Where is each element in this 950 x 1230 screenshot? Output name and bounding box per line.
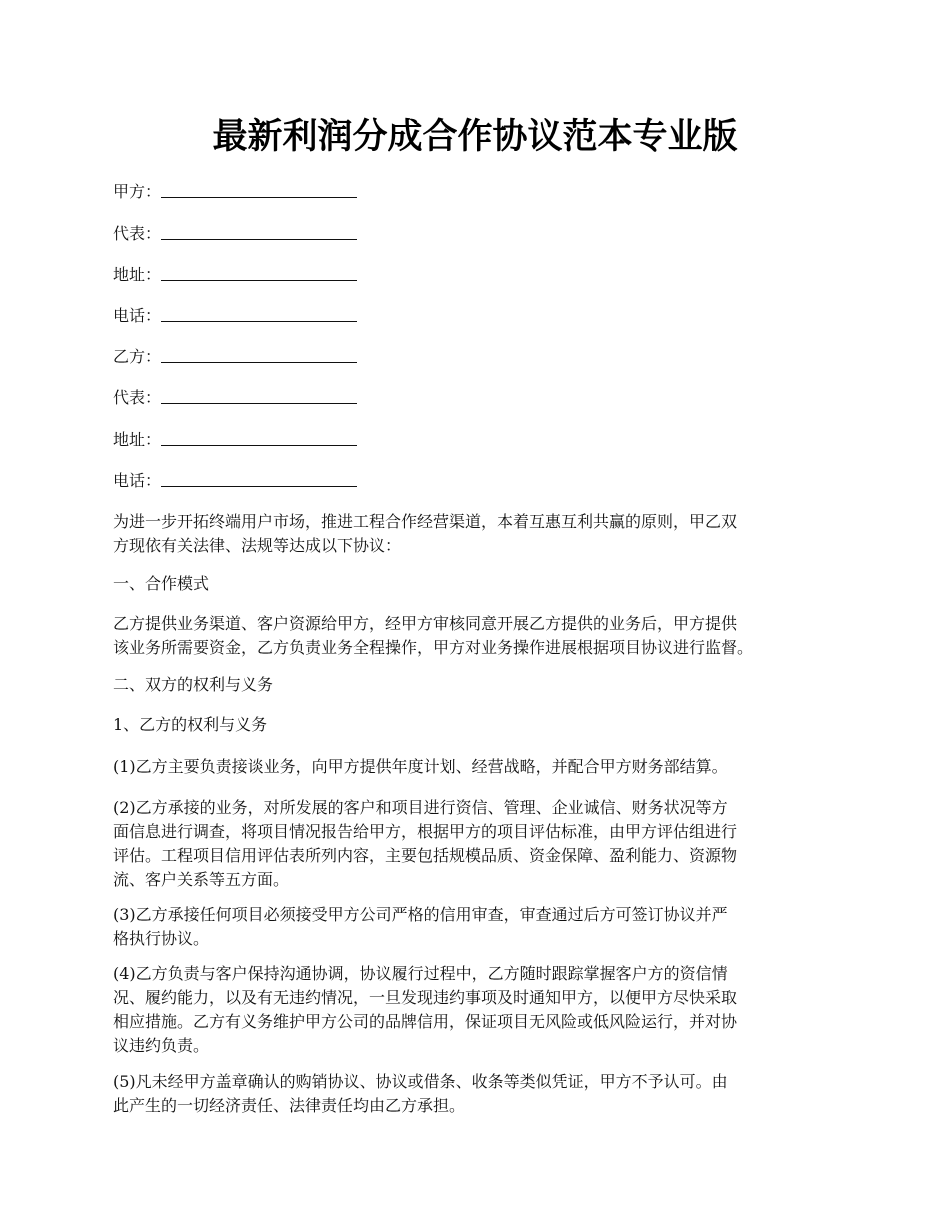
section-heading-cooperation-mode: 一、合作模式: [113, 574, 210, 593]
party-b-representative-blank[interactable]: [161, 386, 357, 404]
document-title: 最新利润分成合作协议范本专业版: [212, 117, 738, 157]
party-b-address-blank[interactable]: [161, 428, 357, 446]
party-a-address-field: [113, 263, 357, 287]
party-a-address-label: 地址：: [113, 265, 162, 284]
intro-paragraph: 为进一步开拓终端用户市场，推进工程合作经营渠道，本着互惠互利共赢的原则，甲乙双 方现依有关法律、法规等达成以下协议：: [113, 512, 738, 555]
party-b-label: 乙方：: [113, 347, 162, 366]
subsection-heading-party-b: 1、乙方的权利与义务: [113, 715, 268, 734]
party-a-phone-label: 电话：: [113, 306, 162, 325]
party-a-representative-field: [113, 222, 357, 246]
party-b-representative-field: [113, 386, 357, 410]
party-b-phone-label: 电话：: [113, 471, 162, 490]
clause-4: (4)乙方负责与客户保持沟通协调，协议履行过程中，乙方随时跟踪掌握客户方的资信情 况、履约能力，以及有无违约情况，一旦发现违约事项及时通知甲方，以便甲方尽快采取 相应措施。乙方有义务维护甲方公司的品牌信用，保证项目无风险或低风险运行，并对协 议违约负责。: [113, 964, 738, 1055]
party-b-address-field: [113, 428, 357, 452]
party-a-representative-blank[interactable]: [161, 222, 357, 240]
party-a-address-blank[interactable]: [161, 263, 357, 281]
party-b-phone-blank[interactable]: [161, 469, 357, 487]
party-a-label: 甲方：: [113, 182, 162, 201]
cooperation-mode-paragraph: 乙方提供业务渠道、客户资源给甲方，经甲方审核同意开展乙方提供的业务后，甲方提供 该业务所需要资金，乙方负责业务全程操作，甲方对业务操作进展根据项目协议进行监督。: [113, 614, 754, 657]
party-a-representative-label: 代表：: [113, 224, 162, 243]
clause-1: (1)乙方主要负责接谈业务，向甲方提供年度计划、经营战略，并配合甲方财务部结算。: [113, 757, 728, 776]
party-a-phone-blank[interactable]: [161, 304, 357, 322]
party-b-representative-label: 代表：: [113, 388, 162, 407]
party-a-phone-field: [113, 304, 357, 328]
clause-2: (2)乙方承接的业务，对所发展的客户和项目进行资信、管理、企业诚信、财务状况等方 面信息进行调查，将项目情况报告给甲方，根据甲方的项目评估标准，由甲方评估组进行 评估。工程项目信用评估表所列内容，主要包括规模品质、资金保障、盈利能力、资源物 流、客户关系等五方面。: [113, 798, 738, 889]
party-b-address-label: 地址：: [113, 430, 162, 449]
party-a-blank[interactable]: [161, 180, 357, 198]
section-heading-rights-obligations: 二、双方的权利与义务: [113, 675, 274, 694]
clause-5: (5)凡未经甲方盖章确认的购销协议、协议或借条、收条等类似凭证，甲方不予认可。由 此产生的一切经济责任、法律责任均由乙方承担。: [113, 1072, 728, 1115]
clause-3: (3)乙方承接任何项目必须接受甲方公司严格的信用审查，审查通过后方可签订协议并严 格执行协议。: [113, 905, 728, 948]
party-b-phone-field: [113, 469, 357, 493]
party-b-blank[interactable]: [161, 345, 357, 363]
party-a-field: [113, 180, 357, 204]
party-b-field: [113, 345, 357, 369]
